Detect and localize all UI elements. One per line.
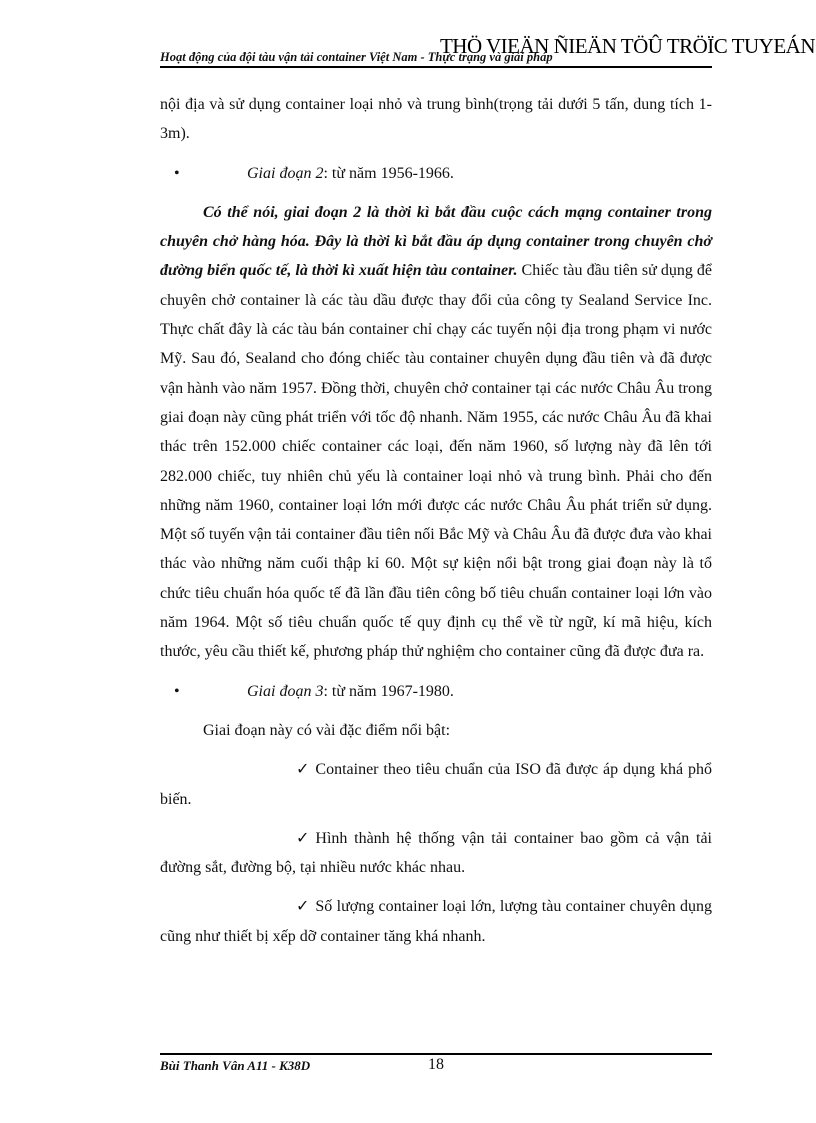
stage-3-dates: : từ năm 1967-1980. [323,682,454,700]
checkmark-icon: ✓ [296,761,310,779]
bullet-icon: • [174,682,180,700]
stage-2-emphasis: Có thể nói, giai đoạn 2 là thời kì bắt đầu cuộc cách mạng container trong chuyên chở hàng hóa. Đây là thời kì bắt đầu áp dụng container trong chuyên chở đường biển quốc tế, là thời kì xuất hiện tàu container. [160,203,712,280]
bullet-stage-3 [160,677,712,706]
header-title: Hoạt động của đội tàu vận tải container Việt Nam - Thực trạng và giải pháp [160,50,553,64]
watermark-text: THÖ VIEÄN ÑIEÄN TÖÛ TRÖÏC TUYEÁN [439,34,815,58]
page-number: 18 [428,1056,444,1073]
paragraph-stage-2 [160,198,712,667]
checkmark-icon: ✓ [296,898,310,916]
paragraph-stage-3-intro: Giai đoạn này có vài đặc điểm nổi bật: [203,721,451,739]
check-item-1 [160,755,712,814]
stage-3-label: Giai đoạn 3 [247,682,324,700]
page-header [160,30,815,70]
footer-author: Bùi Thanh Vân A11 - K38D [160,1058,311,1073]
check-item-3 [160,892,712,951]
stage-2-dates: : từ năm 1956-1966. [323,164,454,182]
bullet-stage-2 [160,159,712,188]
checkmark-icon: ✓ [296,829,310,847]
stage-2-text: Chiếc tàu đầu tiên sử dụng để chuyên chở container là các tàu dầu được thay đổi của công ty Sealand Service Inc. Thực chất đây là các tàu bán container chỉ chạy các tuyến nội địa trong phạm vi nước Mỹ. Sau đó, Sealand cho đóng chiếc tàu container chuyên dụng đầu tiên và đã được vận hành vào năm 1957. Đồng thời, chuyên chở container tại các nước Châu Âu trong giai đoạn này cũng phát triển với tốc độ nhanh. Năm 1955, các nước Châu Âu đã khai thác trên 152.000 chiếc container các loại, đến năm 1960, số lượng này đã lên tới 282.000 chiếc, tuy nhiên chủ yếu là container loại nhỏ và trung bình. Phải cho đến những năm 1960, container loại lớn mới được các nước Châu Âu phát triển sử dụng. Một số tuyến vận tải container đầu tiên nối Bắc Mỹ và Châu Âu đã được đưa vào khai thác vào những năm cuối thập kỉ 60. Một sự kiện nổi bật trong giai đoạn này là tổ chức tiêu chuẩn hóa quốc tế đã lần đầu tiên công bố tiêu chuẩn container loại lớn vào năm 1964. Một số tiêu chuẩn quốc tế quy định cụ thể về từ ngữ, kí mã hiệu, kích thước, yêu cầu thiết kế, phương pháp thử nghiệm cho container cũng đã được đưa ra. [160,262,713,661]
check-item-3-text: Số lượng container loại lớn, lượng tàu container chuyên dụng cũng như thiết bị xếp dỡ container tăng khá nhanh. [160,898,712,945]
check-item-1-text: Container theo tiêu chuẩn của ISO đã được áp dụng khá phổ biến. [160,761,712,808]
document-body [160,90,712,951]
check-item-2 [160,824,712,883]
stage-2-label: Giai đoạn 2 [247,164,324,182]
check-item-2-text: Hình thành hệ thống vận tải container bao gồm cả vận tải đường sắt, đường bộ, tại nhiều nước khác nhau. [160,829,712,877]
bullet-icon: • [174,164,180,182]
header-divider [160,66,712,68]
footer-divider [160,1053,712,1055]
paragraph-intro: nội địa và sử dụng container loại nhỏ và trung bình(trọng tải dưới 5 tấn, dung tích 1-3m). [160,96,712,143]
